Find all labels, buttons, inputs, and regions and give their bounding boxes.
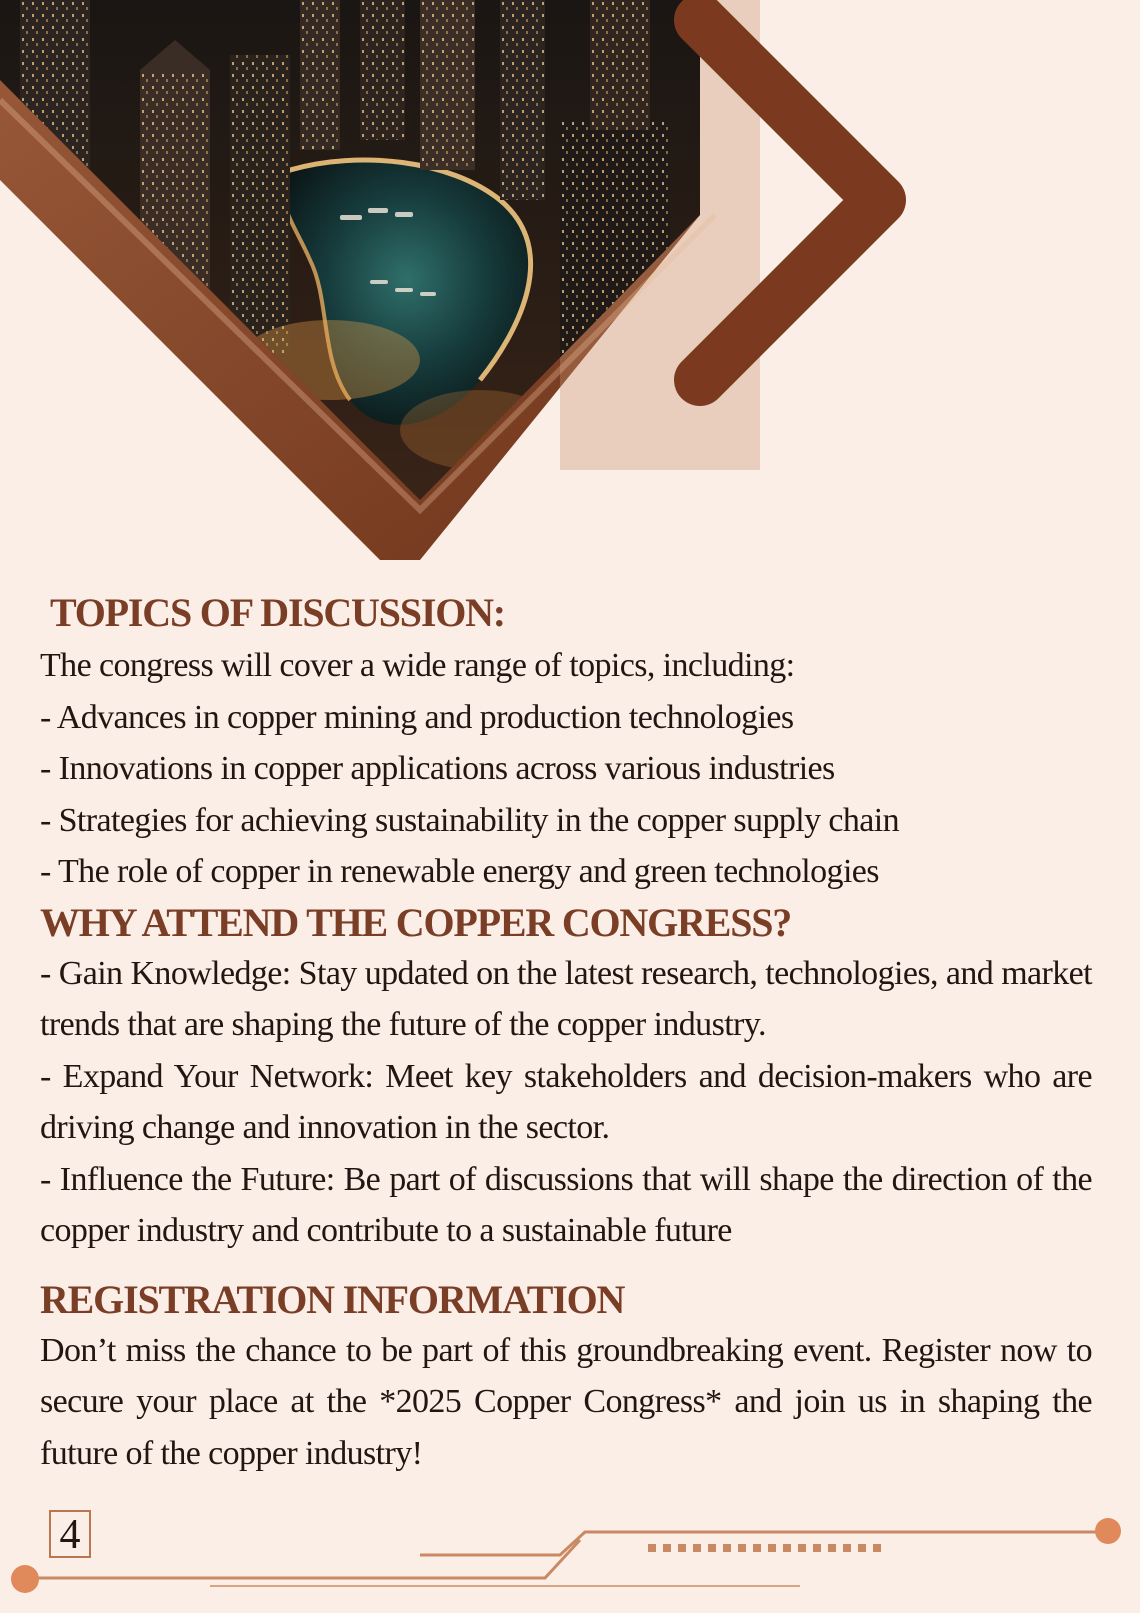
main-content — [40, 590, 1092, 1479]
topic-item: - The role of copper in renewable energy and green technologies — [40, 853, 879, 890]
topic-item: - Strategies for achieving sustainability in the copper supply chain — [40, 801, 900, 839]
registration-body: Don’t miss the chance to be part of this groundbreaking event. Register now to secure your place at the *2025 Copper Congress* and join us in shaping the future of the copper industry! — [40, 1331, 1092, 1472]
why-item-influence-future: - Influence the Future: Be part of discussions that will shape the direction of the copper industry and contribute to a sustainable future — [40, 1160, 1092, 1249]
page-number: 4 — [49, 1510, 91, 1558]
why-item-expand-network: - Expand Your Network: Meet key stakeholders and decision-makers who are driving change and innovation in the sector. — [40, 1057, 1092, 1146]
why-item-gain-knowledge: - Gain Knowledge: Stay updated on the latest research, technologies, and market trends that are shaping the future of the copper industry. — [40, 954, 1092, 1043]
footer-dot-right — [1095, 1518, 1121, 1544]
hero-svg — [0, 0, 1140, 590]
hero-graphic — [0, 0, 1140, 590]
footer-dot-left — [11, 1565, 39, 1593]
topics-intro: The congress will cover a wide range of topics, including: — [40, 647, 795, 684]
footer-decoration — [0, 1500, 1140, 1610]
topics-heading: TOPICS OF DISCUSSION: — [50, 590, 505, 635]
topic-item: - Advances in copper mining and production technologies — [40, 698, 794, 736]
registration-heading: REGISTRATION INFORMATION — [40, 1276, 625, 1322]
why-attend-heading: WHY ATTEND THE COPPER CONGRESS? — [40, 899, 792, 945]
topic-item: - Innovations in copper applications across various industries — [40, 750, 835, 787]
